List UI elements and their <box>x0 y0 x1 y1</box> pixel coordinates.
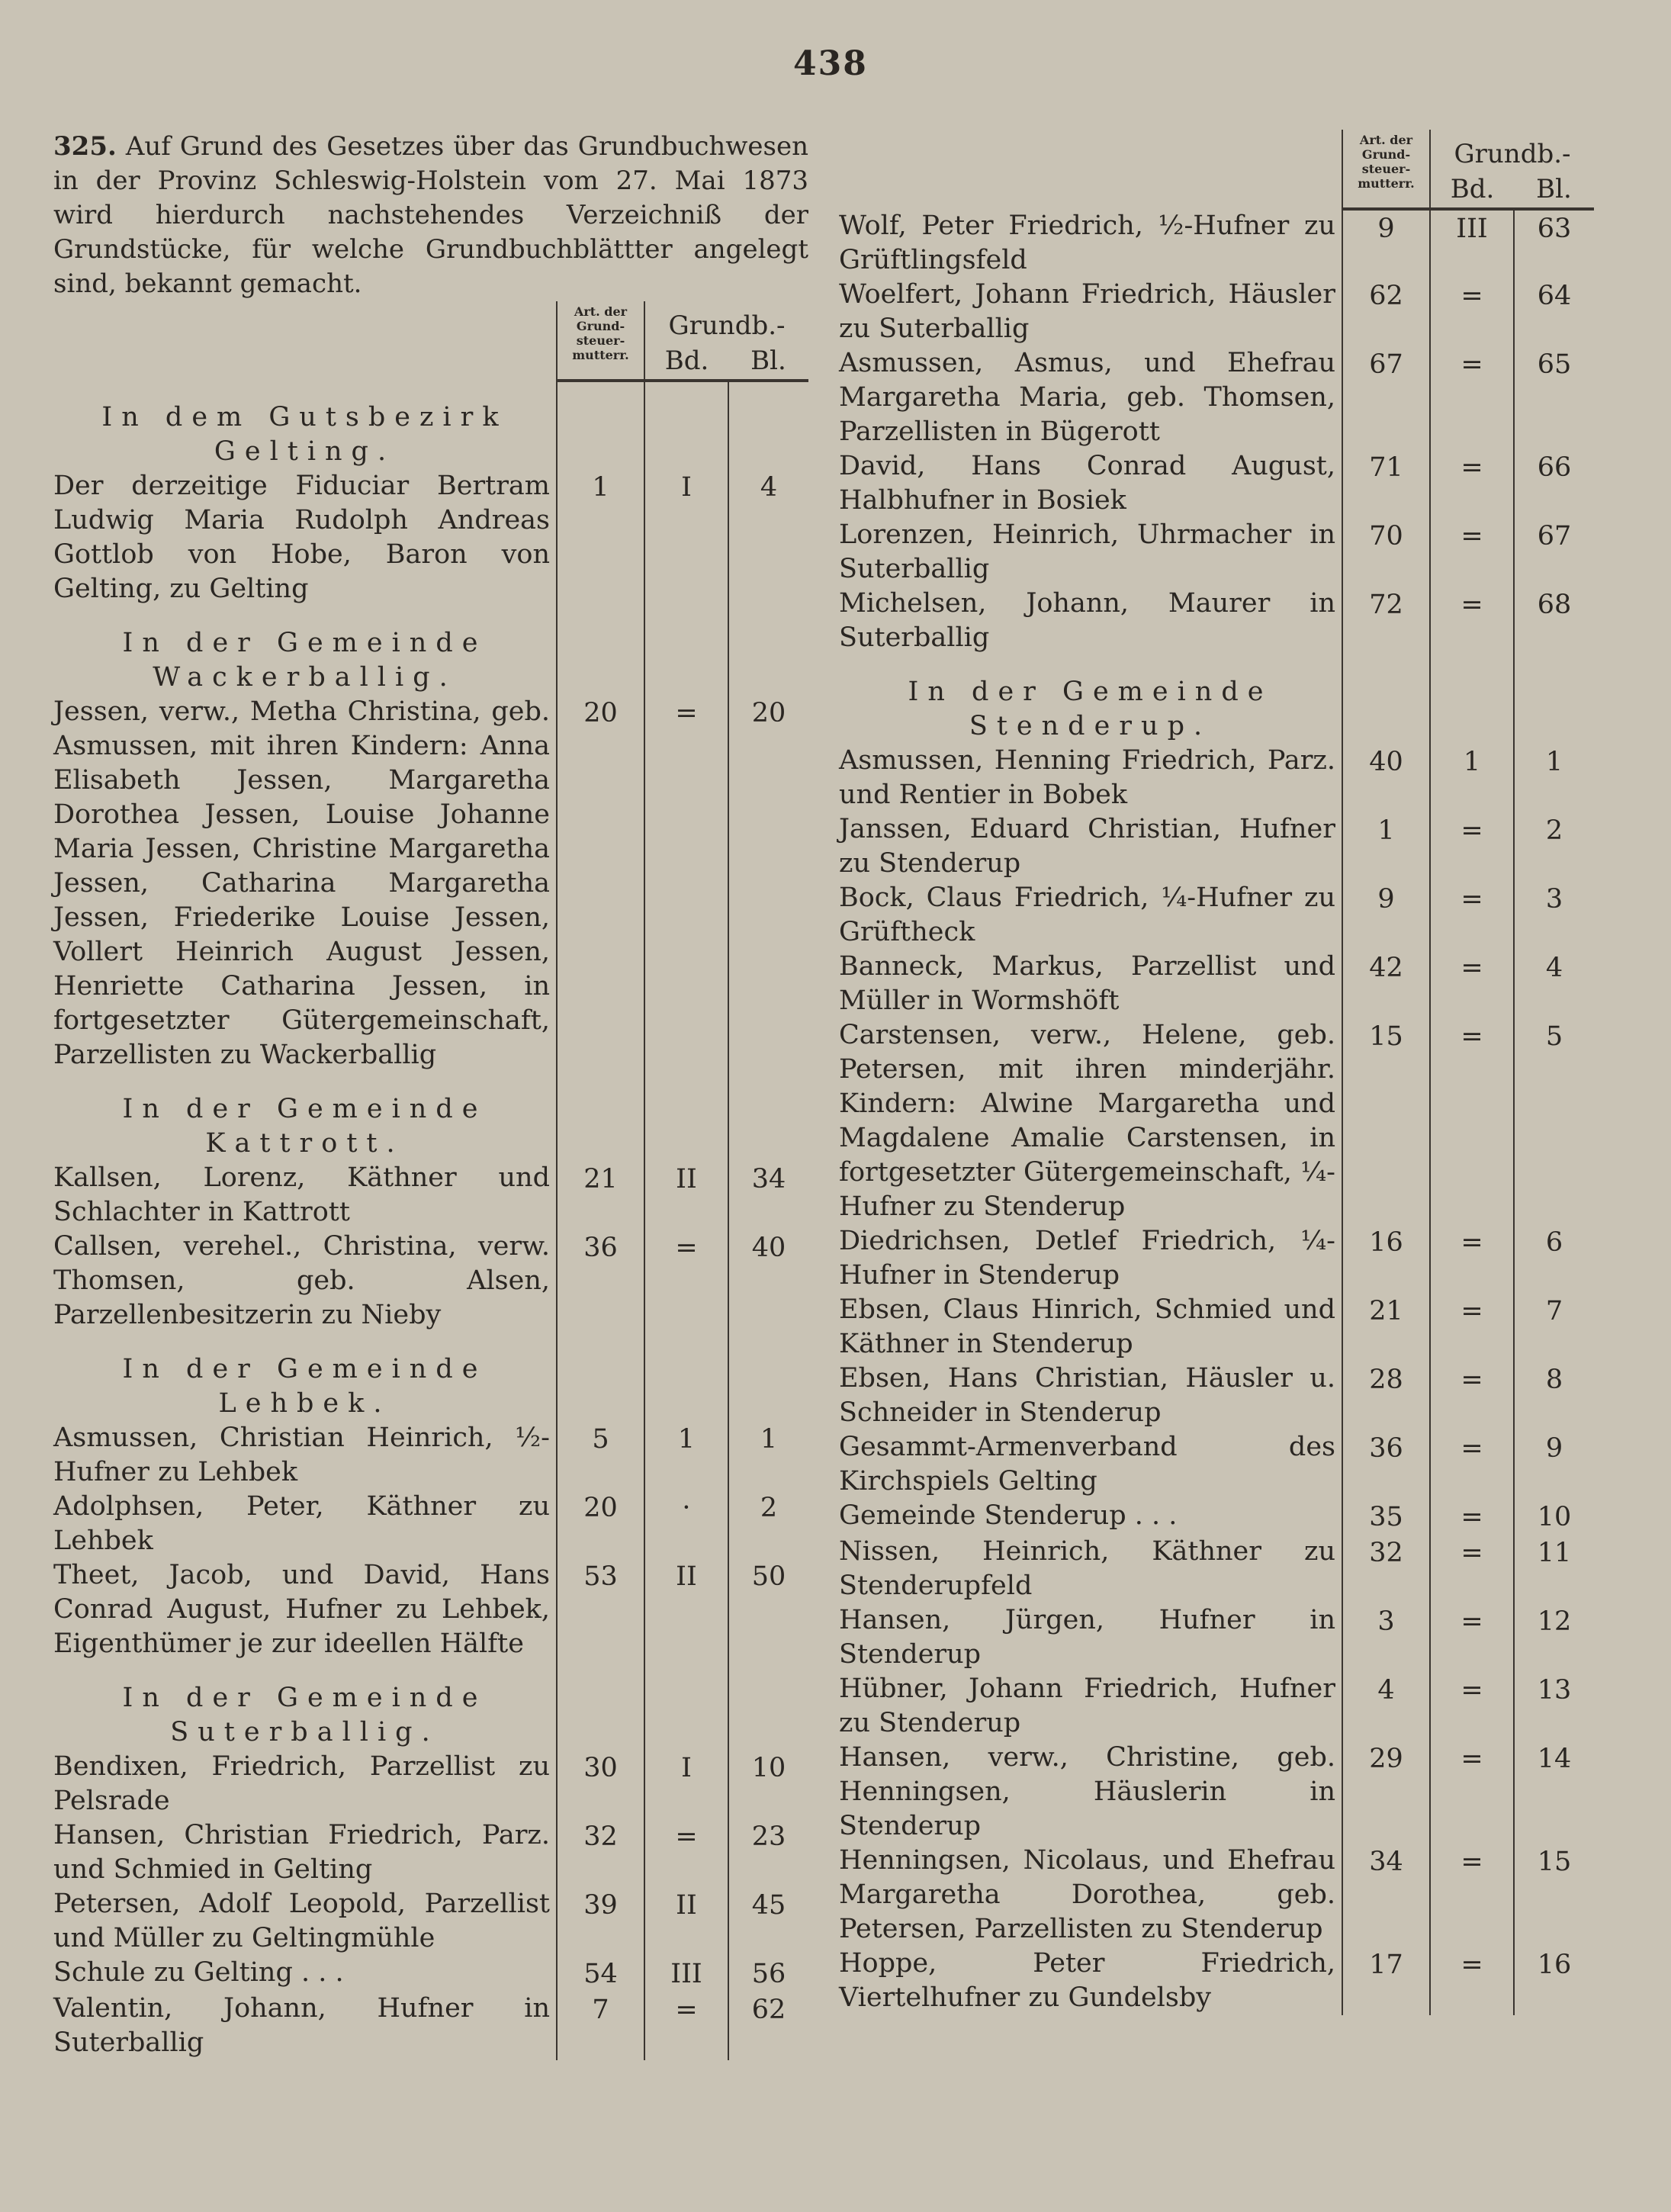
art-number: 30 <box>557 1750 644 1818</box>
band-value: II <box>644 1887 728 1956</box>
register-entry-row <box>839 209 1594 278</box>
art-number: 62 <box>1342 278 1430 346</box>
grundbuch-header: Grundb.- <box>1430 130 1594 174</box>
register-entry-row <box>53 1818 808 1887</box>
blatt-value: 20 <box>728 695 808 1072</box>
blatt-value: 45 <box>728 1887 808 1956</box>
art-number: 16 <box>1342 1224 1430 1293</box>
band-value: III <box>1430 209 1514 278</box>
owner-name: Adolphsen, Peter, Käthner zu Lehbek <box>53 1491 550 1556</box>
register-entry-row <box>53 469 808 606</box>
register-entry-row <box>839 1603 1594 1672</box>
name-header <box>53 301 557 381</box>
blatt-value: 64 <box>1514 278 1594 346</box>
blatt-value: 4 <box>728 469 808 606</box>
empty-cell <box>557 1661 644 1750</box>
art-number: 36 <box>557 1230 644 1333</box>
art-number: 21 <box>557 1161 644 1230</box>
empty-cell <box>557 1072 644 1161</box>
owner-name: Nissen, Heinrich, Käthner zu Stenderupfeld <box>839 1536 1335 1601</box>
art-number: 54 <box>557 1956 644 1992</box>
owner-name: Hoppe, Peter Friedrich, Viertelhufner zu Gundelsby <box>839 1948 1335 2013</box>
left-register-body <box>53 381 808 2060</box>
blatt-value: 23 <box>728 1818 808 1887</box>
art-number: 53 <box>557 1558 644 1661</box>
blatt-value: 10 <box>728 1750 808 1818</box>
art-number: 17 <box>1342 1947 1430 2015</box>
band-value: = <box>1430 587 1514 655</box>
owner-name: Ebsen, Hans Christian, Häusler u. Schneider in Stenderup <box>839 1363 1335 1428</box>
owner-name: Schule zu Gelting . . . <box>53 1957 344 1988</box>
owner-name: Bendixen, Friedrich, Parzellist zu Pelsrade <box>53 1751 550 1816</box>
right-column <box>839 130 1594 2015</box>
band-value: = <box>1430 881 1514 950</box>
band-value: = <box>1430 1018 1514 1224</box>
page-number: 438 <box>793 44 868 83</box>
blatt-value: 66 <box>1514 449 1594 518</box>
empty-cell <box>1430 655 1514 744</box>
announcement-text: Auf Grund des Gesetzes über das Grundbuchwesen in der Provinz Schleswig-Holstein vom 27. Mai 1873 wird hierdurch nachstehendes Verzeichniß der Grundstücke, für welche Grundbuchblättter angelegt sind, bekannt gemacht. <box>53 131 809 299</box>
register-entry-row <box>839 881 1594 950</box>
art-number: 20 <box>557 695 644 1072</box>
band-value: = <box>1430 449 1514 518</box>
art-header: Art. der Grund-steuer-mutterr. <box>557 301 644 381</box>
register-entry-row <box>53 1161 808 1230</box>
band-value: = <box>644 1230 728 1333</box>
register-entry-row <box>839 518 1594 587</box>
register-entry-row <box>839 449 1594 518</box>
owner-name: Valentin, Johann, Hufner in Suterballig <box>53 1993 550 2058</box>
art-number: 15 <box>1342 1018 1430 1224</box>
blatt-value: 67 <box>1514 518 1594 587</box>
art-number: 40 <box>1342 744 1430 812</box>
blatt-header: Bl. <box>728 346 808 381</box>
register-entry-row <box>839 1741 1594 1844</box>
owner-name: Banneck, Markus, Parzellist und Müller in Wormshöft <box>839 951 1335 1016</box>
owner-name: Hansen, Christian Friedrich, Parz. und Schmied in Gelting <box>53 1820 550 1885</box>
band-value: = <box>1430 812 1514 881</box>
band-value: III <box>644 1956 728 1992</box>
blatt-value: 15 <box>1514 1844 1594 1947</box>
empty-cell <box>557 1333 644 1421</box>
section-heading-row <box>839 655 1594 744</box>
band-value: = <box>1430 950 1514 1018</box>
owner-name: Janssen, Eduard Christian, Hufner zu Stenderup <box>839 814 1335 879</box>
owner-name: Henningsen, Nicolaus, und Ehefrau Margaretha Dorothea, geb. Petersen, Parzellisten zu Stenderup <box>839 1845 1335 1944</box>
art-number: 9 <box>1342 881 1430 950</box>
register-entry-row <box>839 1224 1594 1293</box>
blatt-value: 4 <box>1514 950 1594 1018</box>
blatt-value: 56 <box>728 1956 808 1992</box>
register-entry-row <box>839 1430 1594 1499</box>
blatt-value: 16 <box>1514 1947 1594 2015</box>
band-value: II <box>644 1558 728 1661</box>
empty-cell <box>644 1333 728 1421</box>
band-value: 1 <box>644 1421 728 1490</box>
empty-cell <box>728 381 808 469</box>
band-value: = <box>1430 1741 1514 1844</box>
art-number: 42 <box>1342 950 1430 1018</box>
art-number: 36 <box>1342 1430 1430 1499</box>
blatt-value: 12 <box>1514 1603 1594 1672</box>
owner-name: Petersen, Adolf Leopold, Parzellist und Müller zu Geltingmühle <box>53 1889 550 1953</box>
register-entry-row <box>53 1558 808 1661</box>
left-column <box>53 130 808 2060</box>
blatt-value: 62 <box>728 1992 808 2060</box>
band-value: = <box>644 1992 728 2060</box>
section-heading: In der Gemeinde Stenderup. <box>908 677 1273 741</box>
art-number: 3 <box>1342 1603 1430 1672</box>
owner-name: Wolf, Peter Friedrich, ½-Hufner zu Grüftlingsfeld <box>839 211 1335 275</box>
band-value: = <box>1430 1844 1514 1947</box>
owner-name: David, Hans Conrad August, Halbhufner in Bosiek <box>839 451 1335 516</box>
owner-name: Theet, Jacob, und David, Hans Conrad August, Hufner zu Lehbek, Eigenthümer je zur ideellen Hälfte <box>53 1560 550 1659</box>
band-value: = <box>1430 346 1514 449</box>
blatt-value: 5 <box>1514 1018 1594 1224</box>
blatt-value: 13 <box>1514 1672 1594 1741</box>
register-entry-row <box>839 1844 1594 1947</box>
blatt-value: 63 <box>1514 209 1594 278</box>
register-entry-row <box>839 1535 1594 1603</box>
blatt-value: 65 <box>1514 346 1594 449</box>
name-header <box>839 130 1342 209</box>
art-number: 5 <box>557 1421 644 1490</box>
blatt-value: 34 <box>728 1161 808 1230</box>
register-entry-row <box>839 1947 1594 2015</box>
intro-paragraph <box>53 130 808 301</box>
announcement-number: 325. <box>53 131 117 162</box>
owner-name: Bock, Claus Friedrich, ¼-Hufner zu Grüftheck <box>839 883 1335 947</box>
empty-cell <box>728 1661 808 1750</box>
band-value: II <box>644 1161 728 1230</box>
owner-name: Asmussen, Asmus, und Ehefrau Margaretha Maria, geb. Thomsen, Parzellisten in Bügerott <box>839 348 1335 447</box>
empty-cell <box>728 1333 808 1421</box>
art-number: 20 <box>557 1490 644 1558</box>
empty-cell <box>557 606 644 695</box>
register-entry-row <box>53 1956 808 1992</box>
blatt-value: 40 <box>728 1230 808 1333</box>
art-number: 7 <box>557 1992 644 2060</box>
empty-cell <box>644 1072 728 1161</box>
art-number: 21 <box>1342 1293 1430 1362</box>
register-entry-row <box>53 1887 808 1956</box>
register-entry-row <box>839 1672 1594 1741</box>
register-entry-row <box>839 744 1594 812</box>
blatt-value: 2 <box>728 1490 808 1558</box>
section-heading: In dem Gutsbezirk Gelting. <box>101 402 508 467</box>
art-number: 32 <box>557 1818 644 1887</box>
blatt-header: Bl. <box>1514 174 1594 209</box>
art-number: 67 <box>1342 346 1430 449</box>
band-value: = <box>1430 1947 1514 2015</box>
band-value: = <box>1430 1535 1514 1603</box>
section-heading: In der Gemeinde Lehbek. <box>122 1354 487 1419</box>
band-value: = <box>644 695 728 1072</box>
empty-cell <box>644 606 728 695</box>
section-heading: In der Gemeinde Kattrott. <box>122 1094 487 1159</box>
owner-name: Callsen, verehel., Christina, verw. Thomsen, geb. Alsen, Parzellenbesitzerin zu Nieby <box>53 1231 550 1330</box>
band-value: = <box>1430 1224 1514 1293</box>
register-entry-row <box>53 1230 808 1333</box>
band-value: = <box>1430 1293 1514 1362</box>
right-register-body <box>839 209 1594 2015</box>
band-header: Bd. <box>644 346 728 381</box>
empty-cell <box>728 606 808 695</box>
blatt-value: 3 <box>1514 881 1594 950</box>
empty-cell <box>1342 655 1430 744</box>
empty-cell <box>728 1072 808 1161</box>
art-header: Art. der Grund-steuer-mutterr. <box>1342 130 1430 209</box>
register-entry-row <box>839 1018 1594 1224</box>
register-entry-row <box>839 587 1594 655</box>
register-entry-row <box>839 278 1594 346</box>
art-number: 29 <box>1342 1741 1430 1844</box>
register-entry-row <box>839 1499 1594 1535</box>
art-number: 1 <box>1342 812 1430 881</box>
blatt-value: 10 <box>1514 1499 1594 1535</box>
band-value: = <box>1430 1672 1514 1741</box>
band-value: = <box>1430 1430 1514 1499</box>
register-entry-row <box>839 346 1594 449</box>
art-number: 1 <box>557 469 644 606</box>
register-entry-row <box>839 1293 1594 1362</box>
register-entry-row <box>839 1362 1594 1430</box>
blatt-value: 14 <box>1514 1741 1594 1844</box>
band-value: 1 <box>1430 744 1514 812</box>
art-number: 4 <box>1342 1672 1430 1741</box>
band-header: Bd. <box>1430 174 1514 209</box>
band-value: = <box>1430 1362 1514 1430</box>
section-heading-row <box>53 606 808 695</box>
band-value: = <box>1430 1499 1514 1535</box>
art-number: 9 <box>1342 209 1430 278</box>
empty-cell <box>557 381 644 469</box>
band-value: = <box>1430 518 1514 587</box>
blatt-value: 1 <box>1514 744 1594 812</box>
owner-name: Hansen, verw., Christine, geb. Henningsen, Häuslerin in Stenderup <box>839 1742 1335 1841</box>
empty-cell <box>644 1661 728 1750</box>
band-value: I <box>644 1750 728 1818</box>
owner-name: Carstensen, verw., Helene, geb. Petersen, mit ihren minderjähr. Kindern: Alwine Margaretha und Magdalene Amalie Carstensen, in fortgesetzter Gütergemeinschaft, ¼-Hufner zu Stenderup <box>839 1020 1335 1222</box>
section-heading-row <box>53 1072 808 1161</box>
blatt-value: 1 <box>728 1421 808 1490</box>
blatt-value: 6 <box>1514 1224 1594 1293</box>
owner-name: Gemeinde Stenderup . . . <box>839 1500 1178 1531</box>
blatt-value: 50 <box>728 1558 808 1661</box>
owner-name: Jessen, verw., Metha Christina, geb. Asmussen, mit ihren Kindern: Anna Elisabeth Jessen, Margaretha Dorothea Jessen, Louise Johanne Maria Jessen, Christine Margaretha Jessen, Catharina Margaretha Jessen, Friederike Louise Jessen, Vollert Heinrich August Jessen, Henriette Catharina Jessen, in fortgesetzter Gütergemeinschaft, Parzellisten zu Wackerballig <box>53 696 550 1070</box>
owner-name: Ebsen, Claus Hinrich, Schmied und Käthner in Stenderup <box>839 1294 1335 1359</box>
owner-name: Woelfert, Johann Friedrich, Häusler zu Suterballig <box>839 279 1335 344</box>
section-heading-row <box>53 1661 808 1750</box>
owner-name: Asmussen, Christian Heinrich, ½-Hufner zu Lehbek <box>53 1423 550 1487</box>
art-number: 70 <box>1342 518 1430 587</box>
blatt-value: 8 <box>1514 1362 1594 1430</box>
register-entry-row <box>53 695 808 1072</box>
owner-name: Hübner, Johann Friedrich, Hufner zu Stenderup <box>839 1673 1335 1738</box>
art-number: 39 <box>557 1887 644 1956</box>
band-value: = <box>1430 1603 1514 1672</box>
blatt-value: 68 <box>1514 587 1594 655</box>
owner-name: Diedrichsen, Detlef Friedrich, ¼-Hufner in Stenderup <box>839 1226 1335 1291</box>
right-register-table <box>839 130 1594 2015</box>
band-value: I <box>644 469 728 606</box>
owner-name: Kallsen, Lorenz, Käthner und Schlachter in Kattrott <box>53 1162 550 1227</box>
section-heading-row <box>53 381 808 469</box>
section-heading-row <box>53 1333 808 1421</box>
empty-cell <box>644 381 728 469</box>
owner-name: Lorenzen, Heinrich, Uhrmacher in Suterballig <box>839 519 1335 584</box>
blatt-value: 2 <box>1514 812 1594 881</box>
section-heading: In der Gemeinde Wackerballig. <box>122 628 487 693</box>
section-heading: In der Gemeinde Suterballig. <box>122 1683 487 1747</box>
register-entry-row <box>53 1992 808 2060</box>
register-entry-row <box>839 950 1594 1018</box>
owner-name: Asmussen, Henning Friedrich, Parz. und Rentier in Bobek <box>839 745 1335 810</box>
band-value: = <box>644 1818 728 1887</box>
owner-name: Gesammt-Armenverband des Kirchspiels Gelting <box>839 1432 1335 1497</box>
left-register-table <box>53 301 808 2060</box>
art-number: 35 <box>1342 1499 1430 1535</box>
blatt-value: 7 <box>1514 1293 1594 1362</box>
blatt-value: 11 <box>1514 1535 1594 1603</box>
grundbuch-header: Grundb.- <box>644 301 808 346</box>
band-value: = <box>1430 278 1514 346</box>
empty-cell <box>1514 655 1594 744</box>
art-number: 34 <box>1342 1844 1430 1947</box>
register-entry-row <box>53 1421 808 1490</box>
art-number: 32 <box>1342 1535 1430 1603</box>
art-number: 71 <box>1342 449 1430 518</box>
register-entry-row <box>53 1490 808 1558</box>
blatt-value: 9 <box>1514 1430 1594 1499</box>
register-entry-row <box>53 1750 808 1818</box>
owner-name: Hansen, Jürgen, Hufner in Stenderup <box>839 1605 1335 1670</box>
owner-name: Michelsen, Johann, Maurer in Suterballig <box>839 588 1335 653</box>
art-number: 28 <box>1342 1362 1430 1430</box>
register-entry-row <box>839 812 1594 881</box>
band-value: · <box>644 1490 728 1558</box>
art-number: 72 <box>1342 587 1430 655</box>
owner-name: Der derzeitige Fiduciar Bertram Ludwig Maria Rudolph Andreas Gottlob von Hobe, Baron von Gelting, zu Gelting <box>53 471 550 604</box>
